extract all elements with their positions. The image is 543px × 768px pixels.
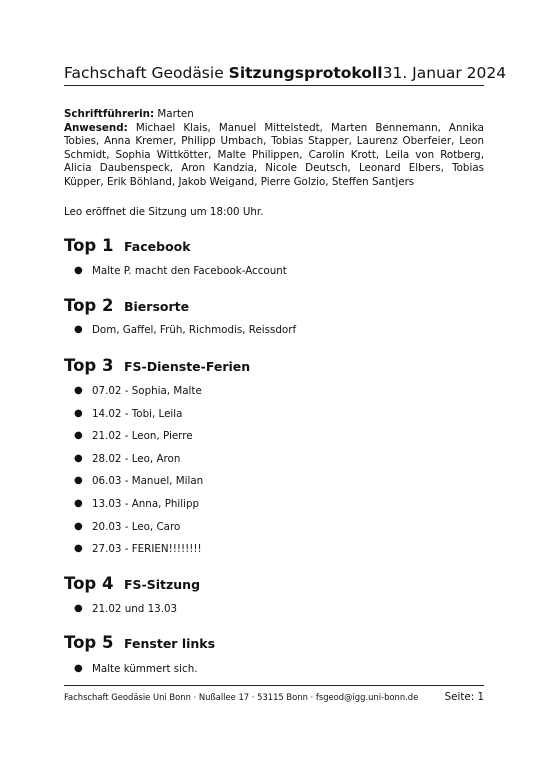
recorder-name: Marten <box>157 108 194 120</box>
page-footer <box>64 685 484 703</box>
list-item: ● 21.02 - Leon, Pierre <box>74 430 193 443</box>
top-heading-1 <box>64 236 484 255</box>
top-number: Top 4 <box>64 574 114 593</box>
bullet-icon: ● <box>74 520 83 532</box>
list-item: ● Malte P. macht den Facebook-Account <box>74 265 287 277</box>
bullet-icon: ● <box>74 497 83 509</box>
top-title: FS-Sitzung <box>124 577 201 592</box>
page-header <box>64 64 507 86</box>
list-item: ● 07.02 - Sophia, Malte <box>74 385 202 397</box>
bullet-icon: ● <box>74 603 83 614</box>
header-title <box>64 64 383 82</box>
bullet-icon: ● <box>74 452 83 464</box>
list-item: ● Malte kümmert sich. <box>74 663 198 675</box>
top-2-items <box>74 323 474 346</box>
top-heading-5 <box>64 633 484 652</box>
bullet-icon: ● <box>74 663 83 674</box>
bullet-icon: ● <box>74 430 83 442</box>
header-date: 31. Januar 2024 <box>382 64 507 82</box>
top-number: Top 2 <box>64 296 114 315</box>
bullet-icon: ● <box>74 543 83 555</box>
top-number: Top 5 <box>64 633 114 652</box>
top-number: Top 3 <box>64 356 114 375</box>
top-title: Fenster links <box>124 636 216 651</box>
attendees-line <box>64 122 484 190</box>
list-item: ● 27.03 - FERIEN!!!!!!!! <box>74 543 202 556</box>
top-4-items <box>74 602 474 625</box>
header-doc-type: Sitzungsprotokoll <box>228 64 383 82</box>
list-item: ● Dom, Gaffel, Früh, Richmodis, Reissdorf <box>74 324 297 336</box>
bullet-icon: ● <box>74 407 83 419</box>
bullet-icon: ● <box>74 324 83 335</box>
list-item: ● 14.02 - Tobi, Leila <box>74 407 183 420</box>
top-title: Biersorte <box>124 299 190 314</box>
opening-line: Leo eröffnet die Sitzung um 18:00 Uhr. <box>64 206 264 218</box>
bullet-icon: ● <box>74 385 83 396</box>
top-heading-4 <box>64 574 484 593</box>
list-item: ● 21.02 und 13.03 <box>74 603 178 615</box>
recorder-line <box>64 108 484 122</box>
top-1-items <box>74 264 474 287</box>
top-number: Top 1 <box>64 236 114 255</box>
list-item: ● 20.03 - Leo, Caro <box>74 520 181 533</box>
top-title: FS-Dienste-Ferien <box>124 359 251 374</box>
meta-block <box>64 108 484 190</box>
top-title: Facebook <box>124 239 191 254</box>
attendees-list: Michael Klais, Manuel Mittelstedt, Marten Bennemann, Annika Tobies, Anna Kremer, Philipp Umbach, Tobias Stapper, Laurenz Oberfeier, Leon Schmidt, Sophia Wittkötter, Malte Philippen, Carolin Krott, Leila von Rotberg, Alicia Daubenspeck, Aron Kandzia, Nicole Deutsch, Leonard Elbers, Tobias Küpper, Erik Böhland, Jakob Weigand, Pierre Golzio, Steffen Santjers <box>64 121 484 188</box>
attendees-label: Anwesend: <box>64 121 128 134</box>
top-3-items <box>74 384 474 565</box>
list-item: ● 13.03 - Anna, Philipp <box>74 497 200 510</box>
top-heading-3 <box>64 356 484 375</box>
header-org: Fachschaft Geodäsie <box>64 64 224 82</box>
top-5-items <box>74 662 474 685</box>
recorder-label: Schriftführerin: <box>64 108 155 120</box>
footer-address: Fachschaft Geodäsie Uni Bonn · Nußallee 17 · 53115 Bonn · fsgeod@igg.uni-bonn.de <box>64 692 419 702</box>
list-item: ● 06.03 - Manuel, Milan <box>74 475 204 488</box>
bullet-icon: ● <box>74 265 83 276</box>
footer-page-number: Seite: 1 <box>444 691 484 703</box>
list-item: ● 28.02 - Leo, Aron <box>74 452 181 465</box>
bullet-icon: ● <box>74 475 83 487</box>
top-heading-2 <box>64 296 484 315</box>
